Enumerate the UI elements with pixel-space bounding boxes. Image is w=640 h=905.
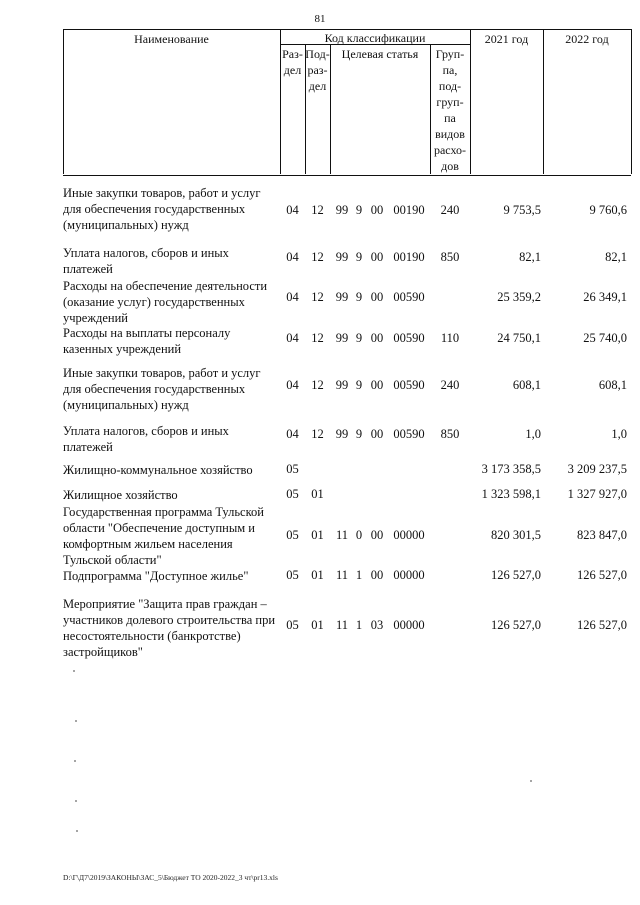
cell-2021: 608,1 <box>512 378 541 392</box>
cell-target-3: 00 <box>370 378 384 392</box>
row-name: Подпрограмма "Доступное жилье" <box>63 569 249 583</box>
cell-target-4: 00590 <box>393 331 425 345</box>
cell-razdel: 04 <box>286 250 299 264</box>
header-border <box>631 29 632 174</box>
cell-2022: 3 209 237,5 <box>567 462 627 476</box>
cell-razdel: 04 <box>286 378 299 392</box>
cell-2021: 25 359,2 <box>497 290 541 304</box>
cell-2021: 3 173 358,5 <box>481 462 541 476</box>
cell-razdel: 04 <box>286 203 299 217</box>
cell-target-2: 1 <box>355 568 363 582</box>
cell-target-1: 11 <box>335 618 349 632</box>
cell-podrazdel: 12 <box>311 290 324 304</box>
cell-2022: 25 740,0 <box>583 331 627 345</box>
row-name: Мероприятие "Защита прав граждан – участников долевого строительства при несостоятельности (банкротстве) застройщиков" <box>63 597 276 659</box>
cell-target-1: 99 <box>335 250 349 264</box>
cell-2022: 1,0 <box>611 427 627 441</box>
cell-2022: 1 327 927,0 <box>567 487 627 501</box>
cell-razdel: 04 <box>286 331 299 345</box>
cell-target-2: 9 <box>355 203 363 217</box>
cell-target-4: 00000 <box>393 568 425 582</box>
header-podrazdel: Под- раз- дел <box>305 47 330 93</box>
cell-2021: 126 527,0 <box>491 618 541 632</box>
scan-speck <box>530 780 532 782</box>
cell-2022: 823 847,0 <box>577 528 627 542</box>
table-row <box>63 325 631 359</box>
cell-razdel: 05 <box>286 618 299 632</box>
header-code-group: Код классификации <box>324 31 426 45</box>
row-name: Уплата налогов, сборов и иных платежей <box>63 246 229 276</box>
cell-target-2: 9 <box>355 378 363 392</box>
cell-razdel: 05 <box>286 462 299 476</box>
cell-target-1: 11 <box>335 528 349 542</box>
cell-2022: 126 527,0 <box>577 618 627 632</box>
scan-speck <box>75 720 77 722</box>
page-number: 81 <box>314 13 326 25</box>
cell-group: 240 <box>440 203 460 217</box>
row-name: Жилищное хозяйство <box>63 488 178 502</box>
cell-target-3: 00 <box>370 331 384 345</box>
cell-target-1: 99 <box>335 331 349 345</box>
cell-razdel: 04 <box>286 427 299 441</box>
scan-speck <box>75 800 77 802</box>
cell-target-3: 00 <box>370 203 384 217</box>
cell-target-1: 99 <box>335 203 349 217</box>
row-name: Уплата налогов, сборов и иных платежей <box>63 424 229 454</box>
cell-podrazdel: 01 <box>311 618 324 632</box>
cell-target-4: 00590 <box>393 427 425 441</box>
cell-2021: 82,1 <box>519 250 541 264</box>
table-row <box>63 462 631 480</box>
cell-2022: 9 760,6 <box>589 203 627 217</box>
cell-target-1: 99 <box>335 427 349 441</box>
footer-file-path: D:\Г\Д7\2019\ЗАКОНЫ\ЗАС_5\Бюджет ТО 2020-2022_3 чт\pr13.xls <box>63 873 278 882</box>
cell-podrazdel: 12 <box>311 378 324 392</box>
scan-speck <box>73 670 75 672</box>
cell-target-3: 00 <box>370 427 384 441</box>
header-border <box>543 29 544 174</box>
cell-2022: 126 527,0 <box>577 568 627 582</box>
row-name: Жилищно-коммунальное хозяйство <box>63 463 253 477</box>
cell-2021: 1,0 <box>525 427 541 441</box>
cell-target-4: 00190 <box>393 203 425 217</box>
cell-group: 850 <box>440 427 460 441</box>
cell-2022: 26 349,1 <box>583 290 627 304</box>
cell-target-2: 9 <box>355 290 363 304</box>
cell-podrazdel: 01 <box>311 528 324 542</box>
cell-group: 110 <box>440 331 460 345</box>
table-row <box>63 245 631 279</box>
cell-2022: 82,1 <box>605 250 627 264</box>
cell-target-4: 00000 <box>393 528 425 542</box>
header-year-2022: 2022 год <box>565 32 609 46</box>
table-row <box>63 365 631 415</box>
cell-2021: 126 527,0 <box>491 568 541 582</box>
cell-podrazdel: 12 <box>311 331 324 345</box>
table-row <box>63 423 631 457</box>
header-border <box>330 44 331 174</box>
cell-target-3: 00 <box>370 250 384 264</box>
row-name: Иные закупки товаров, работ и услуг для обеспечения государственных (муниципальных) нужд <box>63 366 261 412</box>
cell-2021: 1 323 598,1 <box>481 487 541 501</box>
scan-speck <box>76 830 78 832</box>
cell-group: 850 <box>440 250 460 264</box>
cell-podrazdel: 12 <box>311 250 324 264</box>
cell-target-3: 00 <box>370 568 384 582</box>
cell-razdel: 04 <box>286 290 299 304</box>
cell-razdel: 05 <box>286 487 299 501</box>
cell-2022: 608,1 <box>598 378 627 392</box>
scan-speck <box>74 760 76 762</box>
cell-razdel: 05 <box>286 528 299 542</box>
cell-razdel: 05 <box>286 568 299 582</box>
cell-target-1: 11 <box>335 568 349 582</box>
cell-target-2: 0 <box>355 528 363 542</box>
table-row <box>63 504 631 570</box>
cell-target-2: 9 <box>355 427 363 441</box>
header-target: Целевая статья <box>341 47 419 61</box>
table-row <box>63 278 631 328</box>
table-row <box>63 487 631 505</box>
header-border <box>470 29 471 174</box>
cell-target-2: 9 <box>355 250 363 264</box>
cell-2021: 24 750,1 <box>497 331 541 345</box>
header-year-2021: 2021 год <box>484 32 529 46</box>
cell-target-3: 00 <box>370 290 384 304</box>
cell-target-1: 99 <box>335 290 349 304</box>
table-row <box>63 568 631 586</box>
cell-target-4: 00590 <box>393 290 425 304</box>
row-name: Государственная программа Тульской области "Обеспечение доступным и комфортным жильем населения Тульской области" <box>63 505 264 567</box>
cell-target-4: 00590 <box>393 378 425 392</box>
cell-target-4: 00190 <box>393 250 425 264</box>
row-name: Расходы на выплаты персоналу казенных учреждений <box>63 326 231 356</box>
cell-target-4: 00000 <box>393 618 425 632</box>
cell-target-1: 99 <box>335 378 349 392</box>
cell-podrazdel: 12 <box>311 427 324 441</box>
table-row <box>63 596 631 662</box>
cell-2021: 820 301,5 <box>491 528 541 542</box>
cell-podrazdel: 01 <box>311 487 324 501</box>
cell-podrazdel: 01 <box>311 568 324 582</box>
cell-target-3: 00 <box>370 528 384 542</box>
cell-group: 240 <box>440 378 460 392</box>
cell-target-3: 03 <box>370 618 384 632</box>
cell-target-2: 9 <box>355 331 363 345</box>
cell-podrazdel: 12 <box>311 203 324 217</box>
table-row <box>63 185 631 235</box>
row-name: Иные закупки товаров, работ и услуг для обеспечения государственных (муниципальных) нужд <box>63 186 261 232</box>
cell-target-2: 1 <box>355 618 363 632</box>
header-border <box>63 29 64 174</box>
row-name: Расходы на обеспечение деятельности (оказание услуг) государственных учреждений <box>63 279 268 325</box>
header-razdel: Раз- дел <box>282 47 303 77</box>
cell-2021: 9 753,5 <box>503 203 541 217</box>
header-name: Наименование <box>134 32 209 46</box>
header-group: Груп- па, под- груп- па видов расхо- дов <box>433 47 467 173</box>
